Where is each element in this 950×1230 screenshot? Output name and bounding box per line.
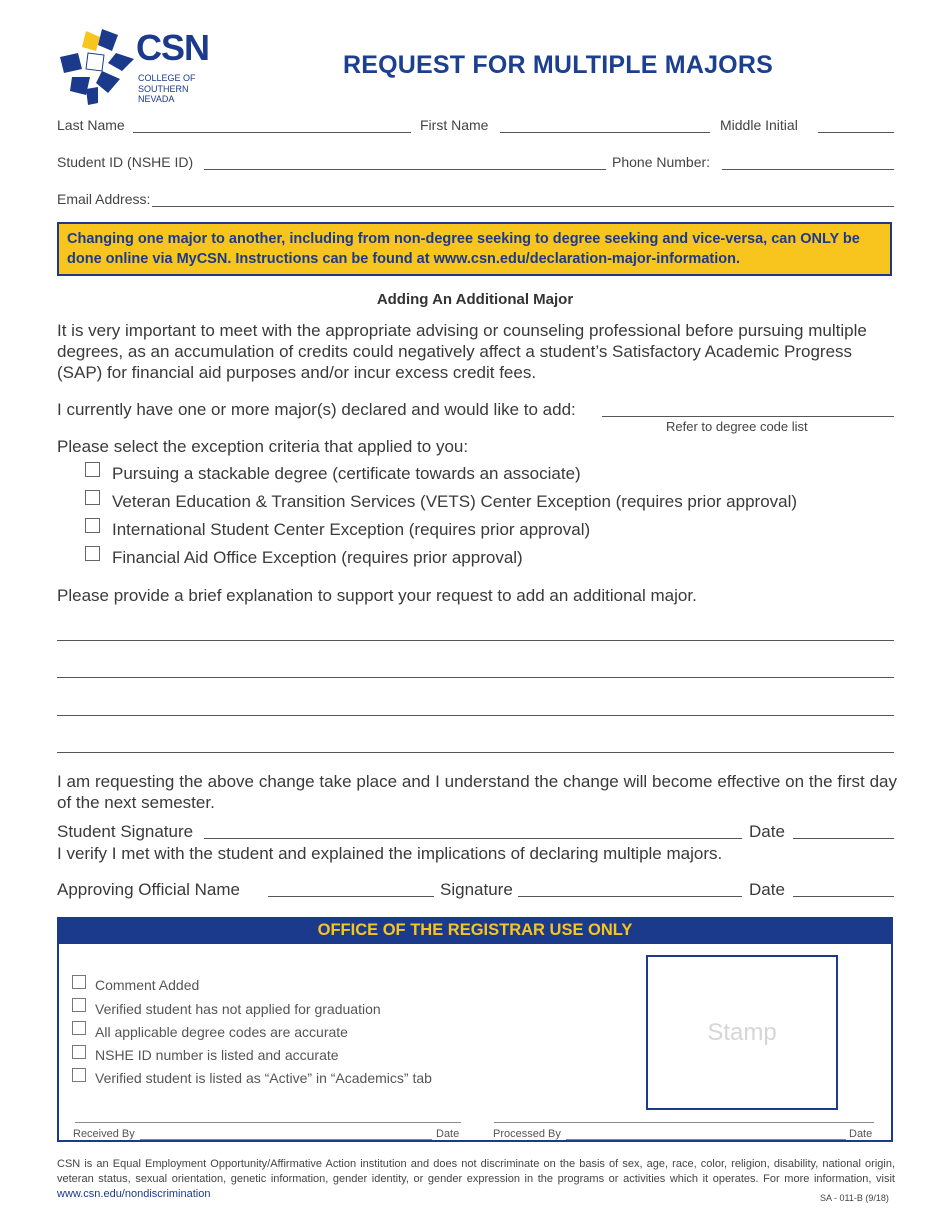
exception-prompt: Please select the exception criteria that applied to you:: [57, 437, 469, 456]
approving-official-label: Approving Official Name: [57, 880, 240, 899]
exception-label: International Student Center Exception (requires prior approval): [112, 520, 591, 539]
exception-label: Veteran Education & Transition Services (VETS) Center Exception (requires prior approval): [112, 492, 798, 511]
last-name-field[interactable]: [133, 132, 411, 133]
approving-date-label: Date: [749, 880, 785, 899]
first-name-field[interactable]: [500, 132, 710, 133]
star-emblem-icon: [56, 27, 136, 107]
footer-text: [57, 1157, 895, 1202]
approving-signature-label: Signature: [440, 880, 513, 899]
logo-line2: SOUTHERN NEVADA: [138, 84, 189, 104]
logo-line1: COLLEGE OF: [138, 73, 196, 83]
approving-date-field[interactable]: [793, 896, 894, 897]
email-label: Email Address:: [57, 191, 151, 207]
section-title: Adding An Additional Major: [376, 291, 574, 308]
explanation-line[interactable]: [57, 677, 894, 678]
student-date-field[interactable]: [793, 838, 894, 839]
stamp-label: Stamp: [707, 1018, 777, 1046]
registrar-checkbox[interactable]: [72, 1068, 86, 1082]
exception-checkbox[interactable]: [85, 518, 100, 533]
student-signature-label: Student Signature: [57, 822, 194, 841]
exception-checkbox[interactable]: [85, 490, 100, 505]
processed-by-sig-line[interactable]: [566, 1139, 846, 1140]
exception-checkbox[interactable]: [85, 462, 100, 477]
exception-checkbox[interactable]: [85, 546, 100, 561]
degree-code-hint: Refer to degree code list: [666, 419, 808, 434]
processed-date-label: Date: [849, 1128, 873, 1140]
stamp-box: [646, 955, 838, 1110]
middle-initial-label: Middle Initial: [720, 117, 798, 133]
form-code: SA - 011-B (9/18): [820, 1193, 889, 1203]
registrar-item: Verified student is listed as “Active” in “Academics” tab: [95, 1070, 432, 1086]
email-field[interactable]: [152, 206, 894, 207]
registrar-item: NSHE ID number is listed and accurate: [95, 1047, 339, 1063]
effective-statement: I am requesting the above change take place and I understand the change will become effective on the first day of the next semester.: [57, 772, 897, 812]
exception-label: Pursuing a stackable degree (certificate towards an associate): [112, 464, 581, 483]
registrar-item: Comment Added: [95, 977, 200, 993]
registrar-checkbox[interactable]: [72, 998, 86, 1012]
explanation-line[interactable]: [57, 715, 894, 716]
page-title: REQUEST FOR MULTIPLE MAJORS: [343, 51, 773, 79]
footer-statement: CSN is an Equal Employment Opportunity/Affirmative Action institution and does not discriminate on the basis of sex, age, race, color, religion, disability, national origin, veteran status, sexual orientation, genetic information, gender identity, or gender expression in the programs or activities which it operates. For more information, visit: [57, 1158, 895, 1185]
explanation-line[interactable]: [57, 640, 894, 641]
student-id-label: Student ID (NSHE ID): [57, 154, 194, 170]
verify-statement: I verify I met with the student and explained the implications of declaring multiple majors.: [57, 844, 723, 863]
first-name-label: First Name: [420, 117, 489, 133]
received-by-line[interactable]: [75, 1122, 461, 1123]
student-signature-field[interactable]: [204, 838, 742, 839]
registrar-item: All applicable degree codes are accurate: [95, 1024, 348, 1040]
phone-field[interactable]: [722, 169, 894, 170]
received-date-label: Date: [436, 1128, 460, 1140]
student-id-field[interactable]: [204, 169, 606, 170]
approving-official-field[interactable]: [268, 896, 434, 897]
phone-label: Phone Number:: [612, 154, 711, 170]
majors-statement: I currently have one or more major(s) declared and would like to add:: [57, 400, 576, 419]
major-to-add-field[interactable]: [602, 416, 894, 417]
student-date-label: Date: [749, 822, 785, 841]
csn-logo: [56, 27, 226, 107]
explanation-line[interactable]: [57, 752, 894, 753]
registrar-checkbox[interactable]: [72, 1021, 86, 1035]
processed-by-label: Processed By: [493, 1128, 561, 1140]
processed-by-line[interactable]: [494, 1122, 874, 1123]
approving-signature-field[interactable]: [518, 896, 742, 897]
middle-initial-field[interactable]: [818, 132, 894, 133]
nondiscrimination-link[interactable]: www.csn.edu/nondiscrimination: [57, 1188, 211, 1200]
received-by-sig-line[interactable]: [140, 1139, 432, 1140]
last-name-label: Last Name: [57, 117, 125, 133]
registrar-checkbox[interactable]: [72, 1045, 86, 1059]
notice-banner: Changing one major to another, including from non-degree seeking to degree seeking and vice-versa, can ONLY be done online via MyCSN. Instructions can be found at www.csn.edu/declaration-major-information.: [57, 222, 892, 276]
intro-paragraph: It is very important to meet with the appropriate advising or counseling professional before pursuing multiple degrees, as an accumulation of credits could negatively affect a student’s Satisfactory Academic Progress (SAP) for financial aid purposes and/or incur excess credit fees.: [57, 321, 867, 382]
explanation-prompt: Please provide a brief explanation to support your request to add an additional major.: [57, 586, 697, 605]
registrar-item: Verified student has not applied for graduation: [95, 1001, 381, 1017]
registrar-checkbox[interactable]: [72, 975, 86, 989]
logo-abbr: CSN: [136, 27, 210, 68]
received-by-label: Received By: [73, 1128, 135, 1140]
registrar-header: OFFICE OF THE REGISTRAR USE ONLY: [57, 917, 893, 944]
exception-label: Financial Aid Office Exception (requires prior approval): [112, 548, 523, 567]
